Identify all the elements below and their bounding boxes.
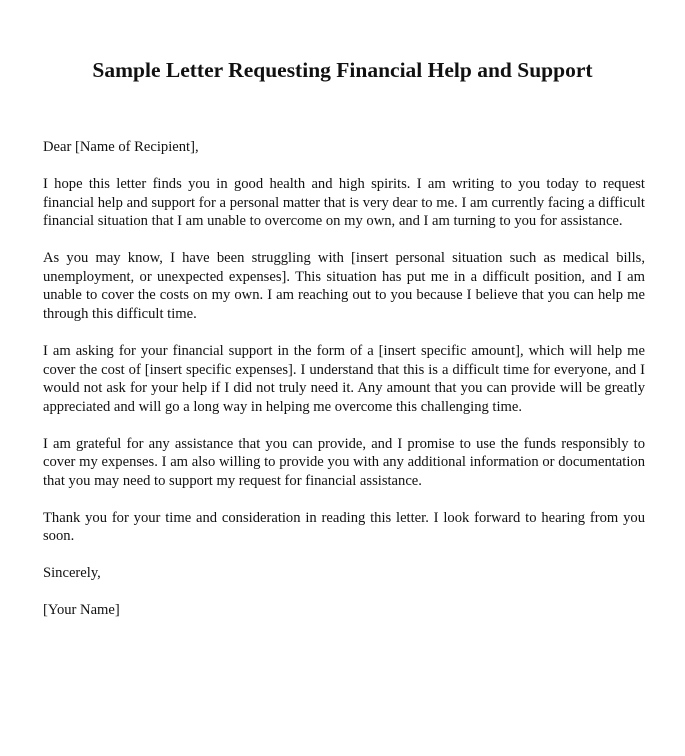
- letter-paragraph-3: I am asking for your financial support in the form of a [insert specific amount], which will help me cover the cost of [insert specific expenses]. I understand that this is a difficult time for everyone, and I would not ask for your help if I did not truly need it. Any amount that you can provide will be greatly appreciated and will go a long way in helping me overcome this challenging time.: [43, 342, 645, 415]
- letter-signature: [Your Name]: [43, 602, 120, 619]
- letter-salutation: Dear [Name of Recipient],: [43, 139, 199, 155]
- letter-paragraph-5: Thank you for your time and consideration in reading this letter. I look forward to hearing from you soon.: [43, 509, 645, 545]
- letter-paragraph-1: I hope this letter finds you in good health and high spirits. I am writing to you today to request financial help and support for a personal matter that is very dear to me. I am currently facing a difficult financial situation that I am unable to overcome on my own, and I am turning to you for assistance.: [43, 175, 645, 230]
- letter-paragraph-2: As you may know, I have been struggling with [insert personal situation such as medical bills, unemployment, or unexpected expenses]. This situation has put me in a difficult position, and I am unable to cover the costs on my own. I am reaching out to you because I believe that you can help me through this difficult time.: [43, 250, 645, 322]
- letter-body: [43, 138, 645, 638]
- letter-paragraph-4: I am grateful for any assistance that you can provide, and I promise to use the funds responsibly to cover my expenses. I am also willing to provide you with any additional information or documentation that you may need to support my request for financial assistance.: [43, 435, 645, 489]
- letter-title: Sample Letter Requesting Financial Help and Support: [92, 58, 593, 82]
- letter-closing: Sincerely,: [43, 565, 101, 582]
